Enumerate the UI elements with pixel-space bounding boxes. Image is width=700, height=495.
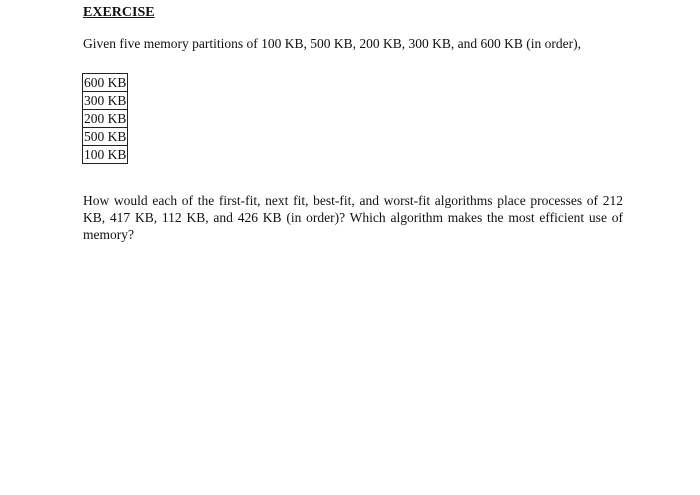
exercise-title: EXERCISE xyxy=(83,5,155,20)
partition-cell: 200 KB xyxy=(84,111,127,126)
partition-cell: 100 KB xyxy=(84,147,127,162)
intro-text: Given five memory partitions of 100 KB, 500 KB, 200 KB, 300 KB, and 600 KB (in order), xyxy=(83,36,581,51)
partition-cell: 500 KB xyxy=(84,129,127,144)
partition-cell: 600 KB xyxy=(84,75,127,90)
partition-cell: 300 KB xyxy=(84,93,127,108)
partition-row xyxy=(83,92,128,110)
partition-row xyxy=(83,128,128,146)
memory-partitions-table xyxy=(82,73,128,164)
partition-row xyxy=(83,146,128,164)
question-text: How would each of the first-fit, next fit, best-fit, and worst-fit algorithms place processes of 212 KB, 417 KB, 112 KB, and 426 KB (in order)? Which algorithm makes the most efficient use of memory? xyxy=(83,193,623,242)
partition-row xyxy=(83,74,128,92)
partition-row xyxy=(83,110,128,128)
